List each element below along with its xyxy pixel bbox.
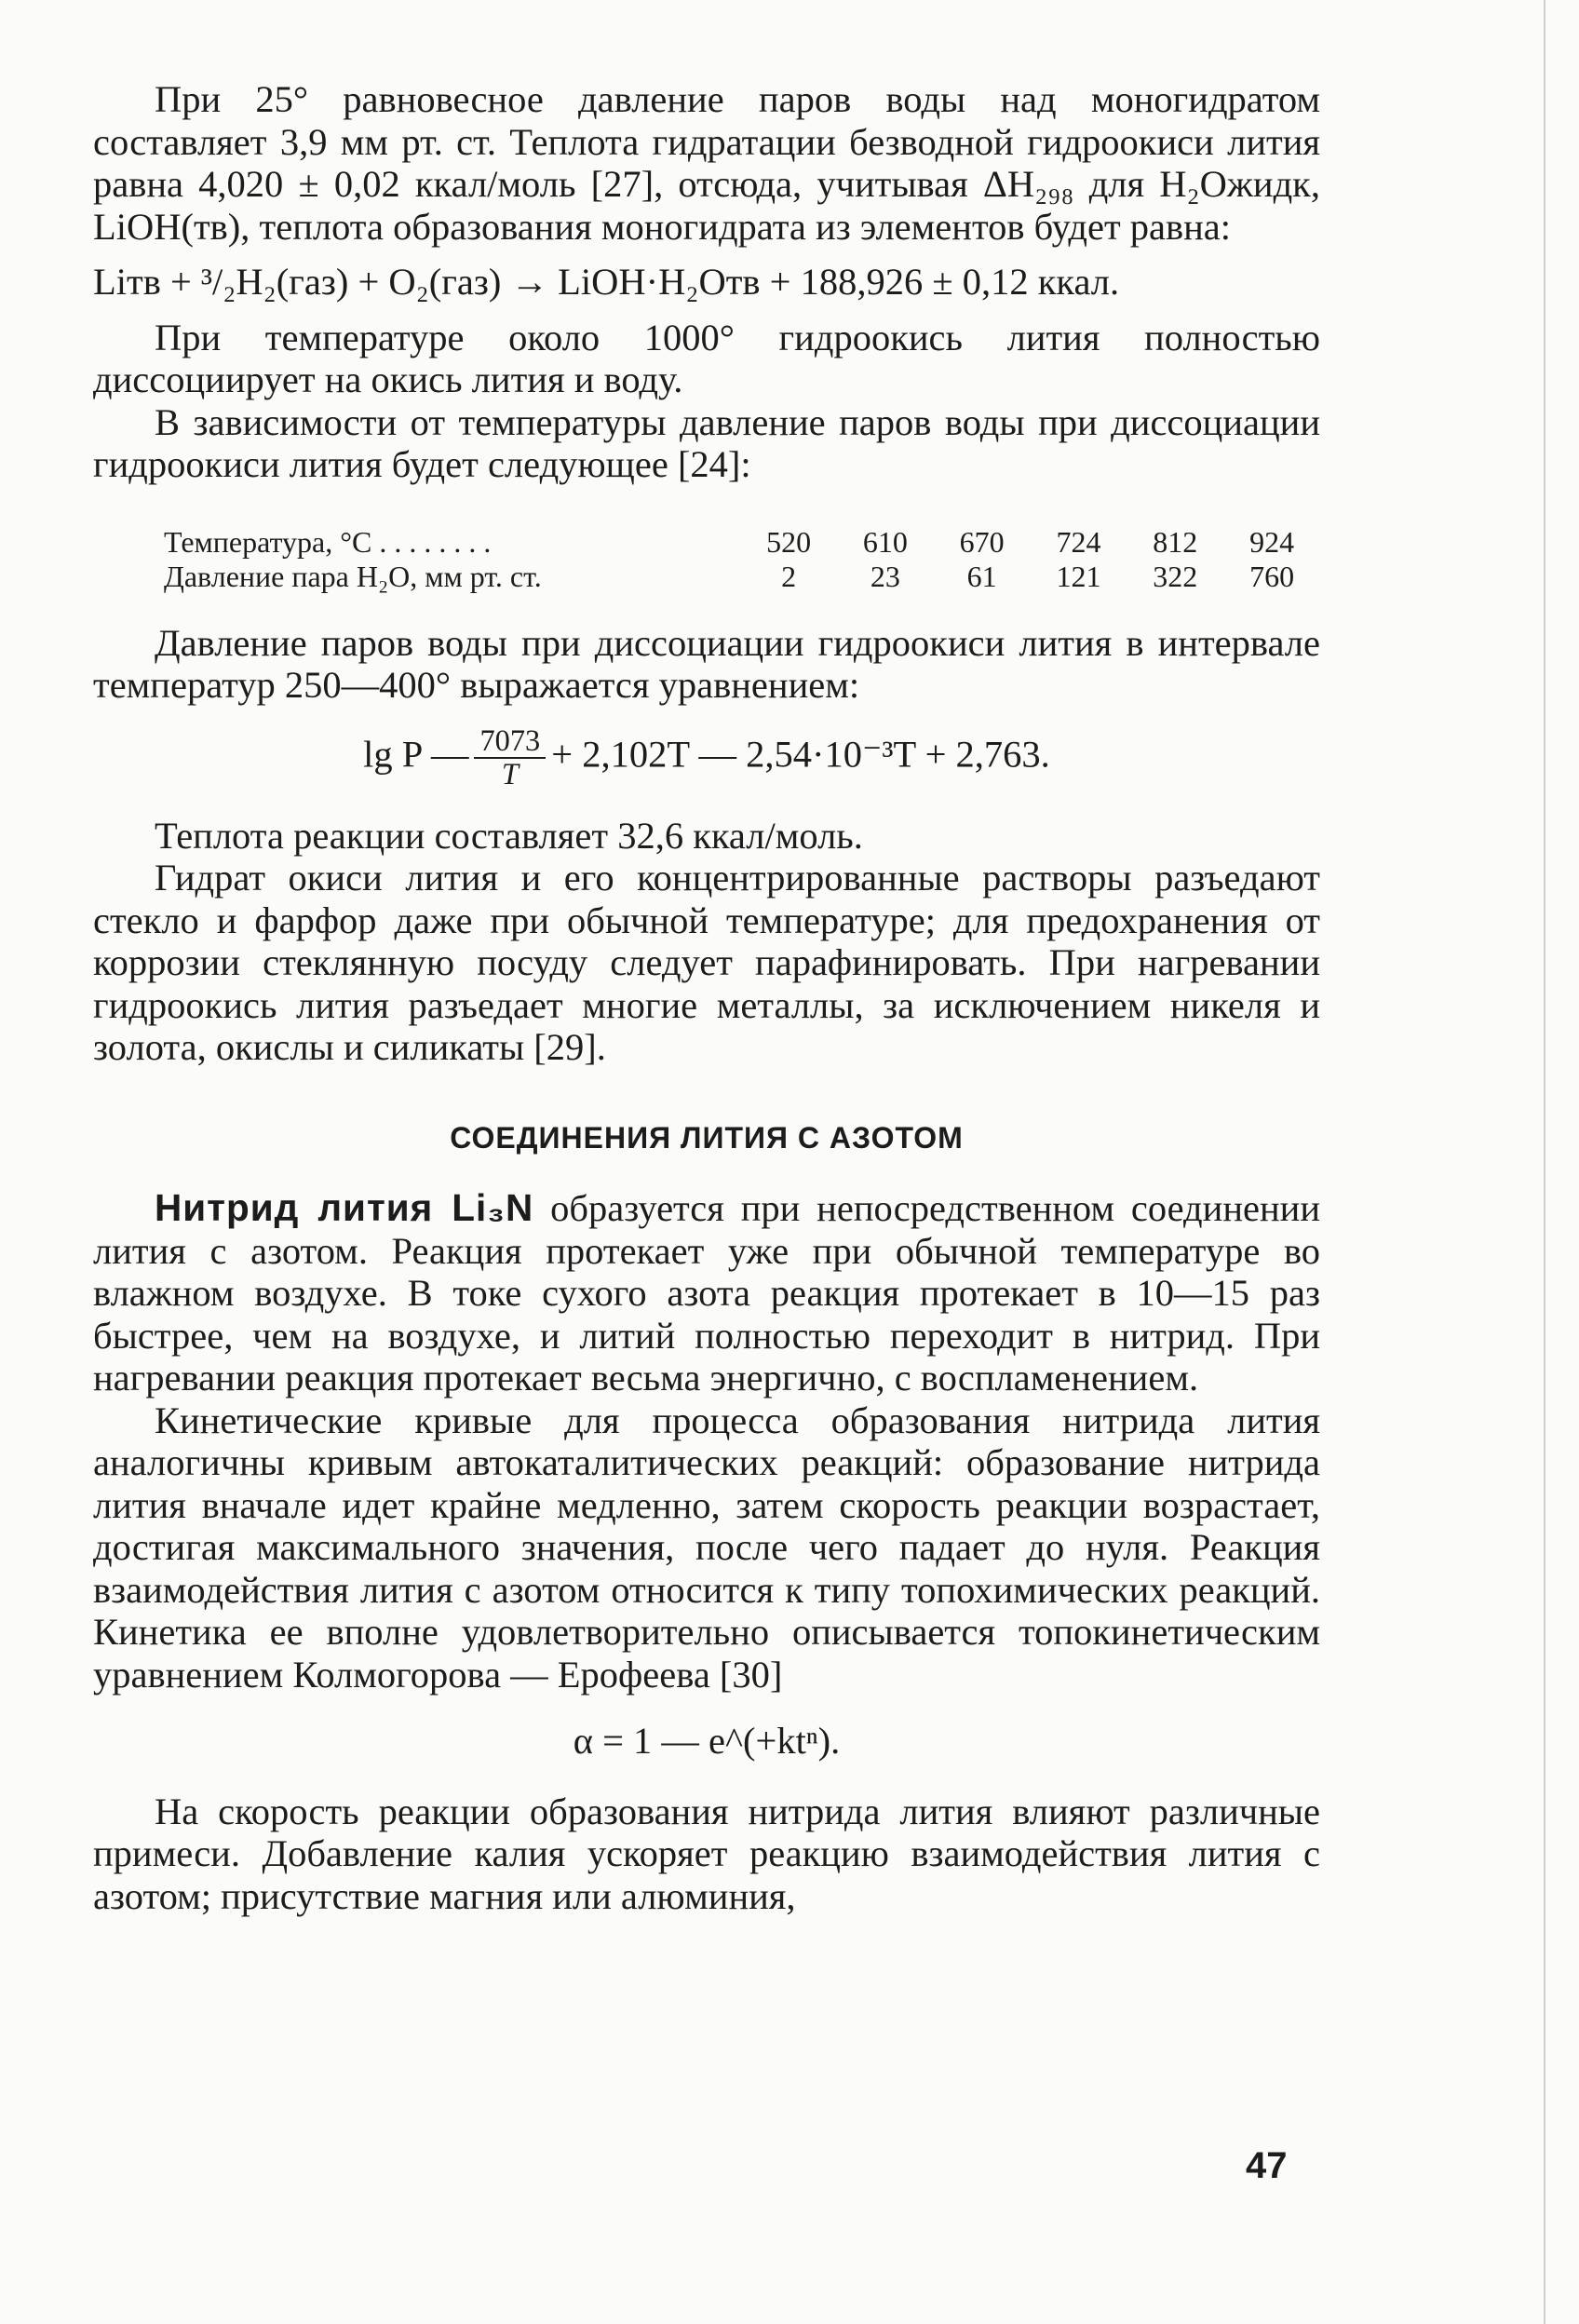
fraction-denominator: T <box>501 757 519 791</box>
formula-left: lg P — <box>363 732 469 775</box>
paragraph-nitride <box>93 1187 1320 1399</box>
table-cell: 812 <box>1153 524 1198 559</box>
table-cell: 670 <box>959 524 1005 559</box>
paragraph-pressure-intro: В зависимости от температуры давление паров воды при диссоциации гидроокиси лития будет следующее [24]: <box>93 400 1320 485</box>
table-label-pressure: Давление пара H₂O, мм рт. ст. <box>164 559 542 593</box>
page-number: 47 <box>1246 2145 1288 2186</box>
fraction-numerator: 7073 <box>474 725 546 759</box>
formula-kolmogorov: α = 1 — e^(+ktⁿ). <box>573 1720 841 1763</box>
formula-lg-pressure <box>93 725 1320 790</box>
paragraph-reaction-heat: Теплота реакции составляет 32,6 ккал/моль. <box>155 814 863 857</box>
paragraph-kinetics: Кинетические кривые для процесса образования нитрида лития аналогичны кривым автокаталитических реакций: образование нитрида лития вначале идет крайне медленно, затем скорость реакции возрастает, достигая максимального значения, после чего падает до нуля. Реакция взаимодействия лития с азотом относится к типу топохимических реакций. Кинетика ее вполне удовлетворительно описывается топокинетическим уравнением Колмогорова — Ерофеева [30] <box>93 1398 1320 1696</box>
table-cell: 2 <box>781 559 797 593</box>
pressure-table <box>164 525 1320 594</box>
paragraph-nitride-text: образуется при непосредственном соединении лития с азотом. Реакция протекает уже при обычной температуре во влажном воздухе. В токе сухого азота реакция протекает в 10—15 раз быстрее, чем на воздухе, и литий полностью переходит в нитрид. При нагревании реакция протекает весьма энергично, с воспламенением. <box>93 1187 1321 1399</box>
paragraph-pressure-equation-intro: Давление паров воды при диссоциации гидроокиси лития в интервале температур 250—400° выражается уравнением: <box>93 621 1320 706</box>
table-cell: 121 <box>1056 559 1101 593</box>
table-cell: 61 <box>966 559 997 593</box>
paragraph-dissociation: При температуре около 1000° гидроокись лития полностью диссоциирует на окись лития и воду. <box>93 316 1320 400</box>
paragraph-impurities: На скорость реакции образования нитрида лития влияют различные примеси. Добавление калия ускоряет реакцию взаимодействия лития с азотом; присутствие магния или алюминия, <box>93 1790 1320 1917</box>
formula-formation-heat: Liтв + ³/₂H₂(газ) + O₂(газ) → LiOH·H₂Oтв + 188,926 ± 0,12 ккал. <box>93 261 1120 303</box>
table-cell: 760 <box>1249 559 1295 593</box>
table-cell: 322 <box>1153 559 1198 593</box>
table-row-temperature <box>164 525 1320 560</box>
table-row-pressure <box>164 560 1320 594</box>
term-lithium-nitride: Нитрид лития Li₃N <box>155 1186 534 1230</box>
page-body <box>93 78 1320 1917</box>
formula-fraction <box>474 725 546 790</box>
table-cell: 520 <box>766 524 812 559</box>
scan-edge-rule <box>1544 0 1545 2324</box>
section-heading: СОЕДИНЕНИЯ ЛИТИЯ С АЗОТОМ <box>450 1120 964 1155</box>
table-cell: 924 <box>1249 524 1295 559</box>
paragraph-monohydrate: При 25° равновесное давление паров воды над моногидратом составляет 3,9 мм рт. ст. Теплота гидратации безводной гидроокиси лития равна 4,020 ± 0,02 ккал/моль [27], отсюда, учитывая ΔH₂₉₈ для H₂Oжидк, LiOH(тв), теплота образования моногидрата из элементов будет равна: <box>93 78 1320 248</box>
formula-right: + 2,102T — 2,54·10⁻³T + 2,763. <box>551 732 1050 775</box>
paragraph-corrosion: Гидрат окиси лития и его концентрированные растворы разъедают стекло и фарфор даже при обычной температуре; для предохранения от коррозии стеклянную посуду следует парафинировать. При нагревании гидроокись лития разъедает многие металлы, за исключением никеля и золота, окислы и силикаты [29]. <box>93 857 1320 1069</box>
table-cell: 610 <box>862 524 908 559</box>
table-label-temperature: Температура, °C . . . . . . . . <box>164 524 492 559</box>
table-cell: 724 <box>1056 524 1101 559</box>
table-cell: 23 <box>870 559 900 593</box>
